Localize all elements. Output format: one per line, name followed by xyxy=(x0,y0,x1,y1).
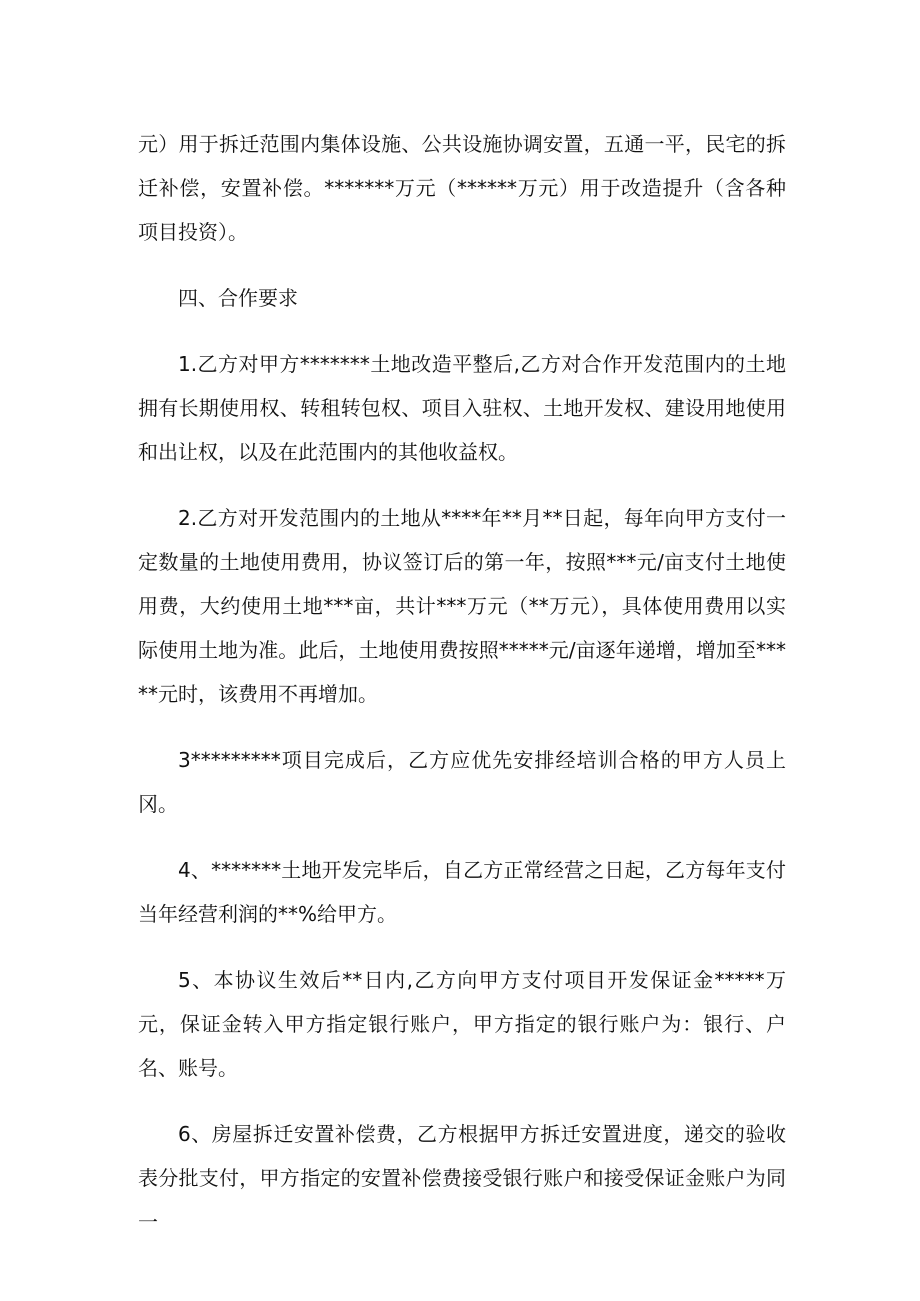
paragraph-item-4: 4、*******土地开发完毕后，自乙方正常经营之日起，乙方每年支付当年经营利润的**%给甲方。 xyxy=(138,858,786,926)
paragraph-item-3: 3*********项目完成后，乙方应优先安排经培训合格的甲方人员上冈。 xyxy=(138,748,786,816)
paragraph-gap xyxy=(138,936,786,958)
paragraph-item-1: 1.乙方对甲方*******土地改造平整后,乙方对合作开发范围内的土地拥有长期使用权、转租转包权、项目入驻权、土地开发权、建设用地使用和出让权，以及在此范围内的其他收益权。 xyxy=(138,352,786,464)
paragraph-gap xyxy=(138,1090,786,1112)
paragraph-item-2: 2.乙方对开发范围内的土地从****年**月**日起，每年向甲方支付一定数量的土地使用费用，协议签订后的第一年，按照***元/亩支付土地使用费，大约使用土地***亩，共计***万元（**万元），具体使用费用以实际使用土地为准。此后，土地使用费按照*****元/亩逐年递增，增加至*****元时，该费用不再增加。 xyxy=(138,506,786,706)
paragraph-gap xyxy=(138,826,786,848)
paragraph-gap xyxy=(138,716,786,738)
paragraph-item-5: 5、本协议生效后**日内,乙方向甲方支付项目开发保证金*****万元，保证金转入甲方指定银行账户，甲方指定的银行账户为：银行、户名、账号。 xyxy=(138,968,786,1080)
paragraph-gap xyxy=(138,254,786,276)
paragraph-compensation-allocation: 元）用于拆迁范围内集体设施、公共设施协调安置，五通一平，民宅的拆迁补偿，安置补偿。*******万元（******万元）用于改造提升（含各种项目投资）。 xyxy=(138,132,786,244)
paragraph-item-6: 6、房屋拆迁安置补偿费，乙方根据甲方拆迁安置进度，递交的验收表分批支付，甲方指定的安置补偿费接受银行账户和接受保证金账户为同一 xyxy=(138,1122,786,1234)
paragraph-gap xyxy=(138,474,786,496)
section-heading-cooperation-requirements: 四、合作要求 xyxy=(178,286,298,310)
paragraph-gap xyxy=(138,320,786,342)
document-body xyxy=(138,122,786,1244)
